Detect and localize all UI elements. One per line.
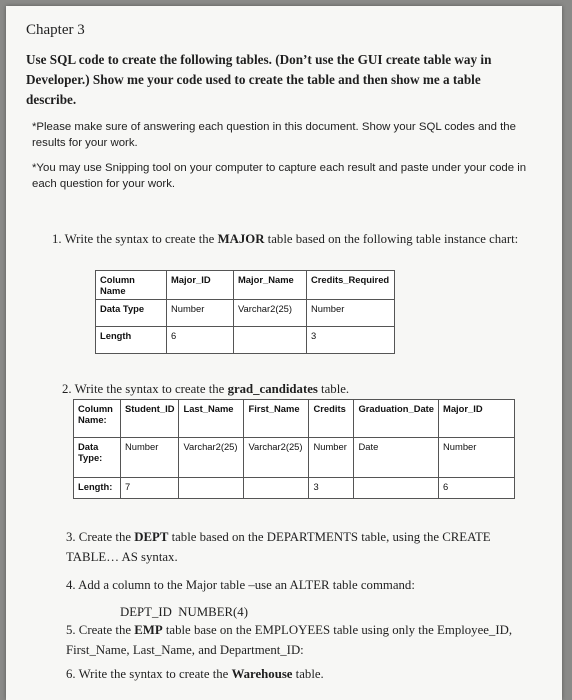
table-cell: Credits_Required [307,271,395,300]
grad-candidates-table-instance-chart [73,399,515,499]
table-cell: Number [309,438,354,478]
table-cell: 6 [439,478,515,499]
table-cell: Length: [74,478,121,499]
table-row [74,438,515,478]
table-row [96,327,395,354]
table-row [74,478,515,499]
table-cell: 3 [307,327,395,354]
question-5-table-name: EMP [134,623,163,637]
intro-instructions: Use SQL code to create the following tables. (Don’t use the GUI create table way in Developer.) Show me your code used to create the table and then show me a table describe. [26,52,492,107]
note-answer-each-question: *Please make sure of answering each question in this document. Show your SQL codes and the results for your work. [32,121,516,149]
question-2-prefix: 2. Write the syntax to create the [62,382,228,396]
table-cell: Major_ID [439,400,515,438]
question-5-suffix: table base on the EMPLOYEES table using only the Employee_ID, First_Name, Last_Name, and Department_ID: [66,623,513,657]
table-cell [234,327,307,354]
question-3-table-name: DEPT [134,530,169,544]
question-5 [66,620,536,660]
question-6-prefix: 6. Write the syntax to create the [66,667,232,681]
table-cell: Last_Name [179,400,244,438]
question-2 [62,379,349,399]
question-1-suffix: table based on the following table instance chart: [264,232,519,246]
table-cell: Number [307,300,395,327]
table-cell: 3 [309,478,354,499]
table-cell: Number [167,300,234,327]
table-cell: Graduation_Date [354,400,439,438]
table-cell [179,478,244,499]
table-row [74,400,515,438]
question-1-prefix: 1. Write the syntax to create the [52,232,218,246]
major-table-instance-chart [95,270,395,354]
table-cell: First_Name [244,400,309,438]
document-page [6,6,562,700]
table-cell: Length [96,327,167,354]
question-5-prefix: 5. Create the [66,623,135,637]
chapter-title: Chapter 3 [26,22,85,38]
table-row [96,271,395,300]
table-cell [354,478,439,499]
question-3-prefix: 3. Create the [66,530,135,544]
question-3 [66,527,536,567]
question-6 [66,664,324,684]
question-2-suffix: table. [317,382,350,396]
question-4-column-definition: DEPT_ID NUMBER(4) [120,605,248,619]
table-cell: Date [354,438,439,478]
note-snipping-tool: *You may use Snipping tool on your computer to capture each result and paste under your code in each question for your work. [32,162,527,190]
table-cell: Data Type: [74,438,121,478]
table-cell: Data Type [96,300,167,327]
table-cell: Varchar2(25) [234,300,307,327]
table-cell: 6 [167,327,234,354]
table-cell: Column Name: [74,400,121,438]
table-cell: Major_ID [167,271,234,300]
table-cell: Column Name [96,271,167,300]
table-cell [244,478,309,499]
table-cell: Credits [309,400,354,438]
question-6-suffix: table. [292,667,324,681]
table-cell: 7 [121,478,179,499]
table-cell: Student_ID [121,400,179,438]
table-cell: Number [439,438,515,478]
table-cell: Varchar2(25) [244,438,309,478]
question-6-table-name: Warehouse [231,667,293,681]
question-4: 4. Add a column to the Major table –use an ALTER table command: [66,578,415,592]
table-cell: Number [121,438,179,478]
question-2-table-name: grad_candidates [227,382,318,396]
table-cell: Varchar2(25) [179,438,244,478]
question-1-table-name: MAJOR [217,232,265,246]
question-3-suffix: table based on the DEPARTMENTS table, using the CREATE TABLE… AS syntax. [66,530,491,564]
table-cell: Major_Name [234,271,307,300]
question-1 [52,229,522,249]
table-row [96,300,395,327]
